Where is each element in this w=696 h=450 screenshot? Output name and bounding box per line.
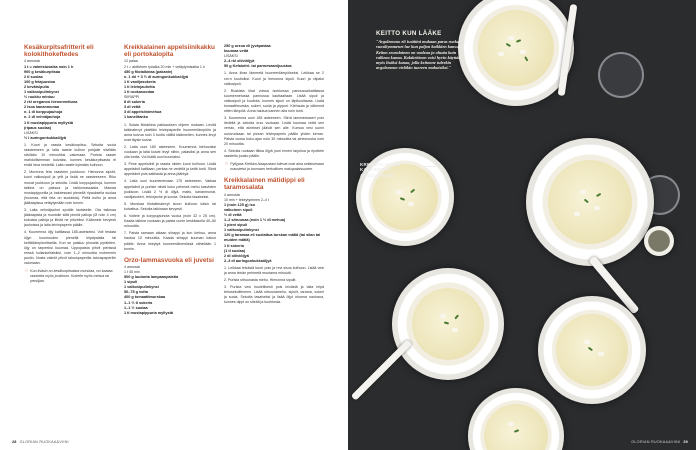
servings: 12 palaa <box>124 59 138 64</box>
step: 3. Kuumenna uuni 185 asteeseen. Siirrä lammaskaseri pois liedeltä ja sekoita orzo vuokaan. Lisää kuumaa vettä sen verran, että ainekset jäävät sen alle. Kumoa vesi uunin uunivuokaan tai pizzan leivinpaperin päälle yhden kerran. Paista vuoka koko-ajan noin 30 minuuttia tai ainesvuoka noin 20 minuuttia. <box>224 116 324 146</box>
ingredient: ½ dl vettä <box>224 212 242 217</box>
ingredient: 8 dl sokeria <box>124 100 145 105</box>
step: 2. Murenna feta raasteen joukkoon. Hienonna sipulit, kuori valkosipuli ja yrtit ja lisää ne raasteeseen. Riko munat joukkoon ja sekoita. Lisää korppujauhoja, kunnes taikina on paksua ja tarkinmassaisia. Mausta mustapippurilla ja halutessasi pienellä ripauksella suolaa (huomaa, että feta on suolaista). Peitä kulho ja anna jääkaapissa vetäytymään noin tunnin. <box>24 170 116 205</box>
tip-dots-icon: ⁘ <box>24 268 29 275</box>
ingredient: 1 t = valmistusaika noin 1 h <box>24 64 74 69</box>
step: 1. Kuori ja raasta kesäkurpitsa. Sekoita suola raasteeseen ja laita raaste kulhon pohjalle siivilään siivilään 10 minuutiksi valumaan. Purista raaste mahdollisimman kuivaksi, kunnes kesäkurpitsasta ei enää irtoa nestettä. Laita raaste kylmään kulhoon. <box>24 142 116 168</box>
recipe-title: Kesäkurpitsafritterit eli kolokithokeftedes <box>24 44 94 59</box>
spoon <box>351 339 413 401</box>
ingredient: 900 g kesäkurpitsaa <box>24 69 61 74</box>
ingredient: 1 pieni sipuli <box>224 223 247 228</box>
ingredient: 2 isoa kananmunaa <box>24 105 60 110</box>
ingredient: 1 tl ruokasoodaa <box>124 89 155 94</box>
step: 4. Kuumenna öljy kattilassa 185-asteiseksi. Voit testata öljyn kuumuuden pienellä leipäpalalla tai keittiölämpömittarilla. Kun se paistuu pinnalla pyrähtien, öljy on tarpeeksi kuumaa. Uppopaista pihvit pienissä erissä kullankeltaisiksi, noin 1–2 minuuttia molemmin puolin. Nosta valmiit pihvit talouspaperilla talouspaperille valumaan. <box>24 230 116 265</box>
ingredient: 1–1 ½ tl sokeria <box>124 300 153 305</box>
soup <box>548 160 632 244</box>
ingredient: kuumaa vettä <box>224 49 249 54</box>
step: 3. Pese appelsiinit ja raasta niiden kuori kulhoon. Lisää appelsiinit kattilaan, perkaa ne vedellä ja keitä tunti. Siirrä appelsiinit pois kattilasta ja anna jäähtyä. <box>124 162 216 177</box>
ingredient: 100 g fetajuustoa <box>24 79 56 84</box>
pull-quote <box>376 30 462 71</box>
glass-icon <box>598 52 644 98</box>
ingredient: 500 g luutonta lampaanpaistia <box>124 275 179 280</box>
step: 4. Laita uuni kuumenemaan 175 asteeseen. Vatkaa appelsiinit ja puriste niistä koko pehmeä mehu kasvisten joukkoon. Lisää 2 ½ dl öljyä, maito, kananmunat, vaniljasokeri, leivinjauhe ja sooda. Sekoita tasaiseksi. <box>124 179 216 199</box>
ingredient: 2–3 dl auringonkukkaöljyä <box>224 258 272 263</box>
tip-dots-icon: ⁘ <box>224 160 229 167</box>
step: 7. Paista samaan aikaan siirappi ja kun kiehuu, anna hautua 10 minuuttia. Kaada siirappi kuuman kakun päälle. Anna imeytyä huoneenlämmössä vähintään 1 tunnin. <box>124 231 216 251</box>
soup <box>478 10 554 86</box>
time: 10 min + tekeytyminen 2–4 t <box>224 197 270 202</box>
quote-title: KEITTO KUN LÄÄKE <box>376 30 442 37</box>
servings: 4 annosta <box>224 192 240 197</box>
step: 1. Leikkaa leivästä kuori pois ja revi sisus kulhoon. Lisää vesi ja anna leivän pehmetä muutama minuutti. <box>224 265 324 275</box>
step: 4. Sekoita ruokaan tilkka öljyä juuri ennen tarjoilua ja ripottele raasteltu juusto päälle. <box>224 148 324 158</box>
recipe-title: Orzo-lammasvuoka eli juvetsi <box>124 256 214 264</box>
tip <box>24 269 116 284</box>
ingredient: 1 valkosipulinkynsi <box>224 228 259 233</box>
step: 2. Ruskista lihat voissa isohkossa pannussa/kattilassa kuumennetussa pannussa kauttaaltaan. Lisää sipuli ja valkosipuli ja kuullota, kunnes sipuli on läpikuultavaa. Lisää tomaattimurska, sokeri, suola ja pippuri. Kiehauta ja vähennä sitten lämpöä. Anna hautua kannen alla noin tunti. <box>224 88 324 114</box>
magazine-name: GLORIAN RUOKAA&VIINI <box>631 440 681 444</box>
column-2 <box>124 44 216 316</box>
ingredient: 1–2 sitruunaa (noin 1 ½ dl mehua) <box>224 218 286 223</box>
ingredient: 1 valkosipulinkynsi <box>124 285 159 290</box>
recipe-title: Kreikkalainen mätidippi eli taramosalata <box>224 177 305 192</box>
step: 2. Purista sitruunasta mehu. Hienonna sipulit. <box>224 278 297 283</box>
step: 1. Sulata filotaikina pakkauksen ohjeen mukaan. Levitä taikinalevyt yksittäin leivinpaperille huoneenlämpöön ja anna kuivua noin 3 tuntia välillä käännellen, kunnes levyt ovat täysin kuivia. <box>124 122 216 142</box>
ingredient: 1 valkosipulinkynsi <box>24 89 59 94</box>
ingredient: 1 tl vaniljasokeria <box>124 79 156 84</box>
ingredient: (1 tl suolaa) <box>224 248 246 253</box>
ingredient: 50–75 g voita <box>124 290 148 295</box>
ingredient: ½ ruukku mintuu <box>24 95 55 100</box>
step: 1. Anna lihan lämmetä huoneenlämpöiseksi. Leikkaa se 2 cm:n kuutioiksi. Kuori ja hienonna sipuli. Kuori ja viipaloi valkosipuli. <box>224 71 324 86</box>
ingredient: 1 tl leivinjauhetta <box>124 84 155 89</box>
ingredient: n. 2 dl vehnäjauhoja <box>24 115 61 120</box>
step: 6. Voitele ja korppujauhota vuoka (noin 32 x 25 cm). Kaada taikina vuokaan ja paista uunin keskitasolla 40–50 minuuttia. <box>124 214 216 229</box>
ingredient: n. 1 rkl + 3 ½ dl auringonkukkaöljyä <box>124 74 189 79</box>
ingredient: 400 g tomaattimurskaa <box>124 295 166 300</box>
time: 2 t = aktiivinen työaika 20 min + vetäytymisaika 1 h <box>124 64 205 69</box>
ingredient-subheading: LISÄKSI <box>24 130 38 135</box>
ingredient: (ripaus suolaa) <box>24 125 52 130</box>
ingredient: 1 tl mustapippuria myllystä <box>124 310 173 315</box>
tip-text: Kun lisäsin on kesäkurpitsaista murskaa, voi kaataa raastetta myös joukkoon. Kokeile myös mintua tai persiljaa. <box>30 269 113 284</box>
ingredient: valkoinen sipuli <box>224 207 253 212</box>
ingredient: 2 rkl oreganoo hienonnettuna <box>24 100 78 105</box>
ingredient: 450 g filotaikinaa (pakaste) <box>124 69 173 74</box>
small-dish <box>644 226 674 256</box>
tip <box>224 162 324 172</box>
magazine-name: GLORIAN RUOKAA&VIINI <box>19 440 69 444</box>
ingredient-subheading: SIIRAPPI <box>124 95 140 100</box>
ingredient: 2 kevätsipulia <box>24 84 49 89</box>
page-number: 28 <box>12 440 17 444</box>
ingredient: 1 sipuli <box>124 280 138 285</box>
page-footer <box>12 440 69 444</box>
ingredient: 1–1 ½ suolaa <box>124 305 148 310</box>
ingredient: 1 tl mustapippuria myllystä <box>24 120 73 125</box>
ingredient: 3 dl vettä <box>124 105 141 110</box>
ingredient: ½ l auringonkukkaöljyä <box>24 135 66 140</box>
page-footer <box>631 440 688 444</box>
step: 2. Laita uuni 180 asteeseen. Kuumenna kiehuvaksi vuokaan ja laita kuivat levyt niihin, palasiksi ja anna sen olla tuntia. Voi lisätä uuni kuumaksi. <box>124 144 216 160</box>
ingredient: n. 1 dl korppujauhoja <box>24 110 63 115</box>
ingredient: 2 dl oliiviöljyä <box>224 253 249 258</box>
photo-page <box>348 0 696 450</box>
time: 1 t 45 min <box>124 269 140 274</box>
ingredient: 1 tl sokeria <box>224 243 244 248</box>
recipe-title: Kreikkalainen appelsiinikakku eli portokalopita <box>124 44 215 59</box>
page-number: 39 <box>683 440 688 444</box>
servings: 4 annosta <box>124 264 140 269</box>
column-1 <box>24 44 116 284</box>
ingredient-subheading: LISÄKSI <box>224 54 238 59</box>
ingredient: 2 tl suolaa <box>24 74 43 79</box>
tip-text: Pyllypas Kreikka-Naapustasi tulevat ovat aina sellaisenaan maustetut ja tuomaan herkullisen makupalaisuuden. <box>230 161 324 172</box>
ingredient: 250 g orzoa eli jyväpastaa <box>224 44 271 48</box>
ingredient: 120 g taramaa eli suolattua turskan mätiä (tai siian tai muiden mätiä) <box>224 233 321 243</box>
step: 3. Laita vehnäjauhot syvälle lautaselle. Ota taikinaa jääkaapista ja muotoile siitä pieniä palloja (Ø noin 4 cm) kokoisia palloja ja litistä ne pihveiksi. Käännele kevyesti jauhoissa ja laita leivinpaperin päälle. <box>24 208 116 228</box>
servings: 4 annosta <box>24 59 40 64</box>
step: 5. Murskaa filotaikinalevyt isoon kulhoon käsin tai kuivattua. Sekoita taikinaan kevyesti. <box>124 201 216 211</box>
step: 3. Purista vesi huolellisesti pois leivästä ja laita leipä tehosekoittimeen. Lisää sitruunamehu, sipulit, tarama, sokeri ja suola. Sekoita tasaiseksi ja lisää öljyt ohuena nauhana, kunnes dippi on sileää ja kuohkeaa. <box>224 285 324 305</box>
ingredient: 50 g Kefalotiri- tai parmesaanijuustoa <box>224 64 292 69</box>
column-3 <box>224 44 324 306</box>
ingredient: 3 dl appelsiinimehua <box>124 110 162 115</box>
ingredient: 1 kanelitanko <box>124 115 149 120</box>
arrow-right-icon <box>424 166 436 167</box>
ingredient: 1 (noin 125 g) iso <box>224 202 256 207</box>
photo-caption <box>360 162 420 178</box>
quote-body: "Avgolemono eli isoäitini mukaan paras ruoka vuosikymmenet lue kun paljon kaikkien kanssa. Keiton seuralainen on vaaleaa ja ohutta kuin valkeaa kanaa. Kalakeittoon voisi hyvin käyttää myös lisäksi kanaa, jolla keitonne tuleekin avgolemono vieläkin tuoreen makuisiksi." <box>376 39 461 71</box>
caption-text: KREIKKALAINEN KALAKEITTO AVGOLEMONO <box>360 162 401 178</box>
ingredient: 2–4 rkl oliiviöljyä <box>224 59 255 64</box>
